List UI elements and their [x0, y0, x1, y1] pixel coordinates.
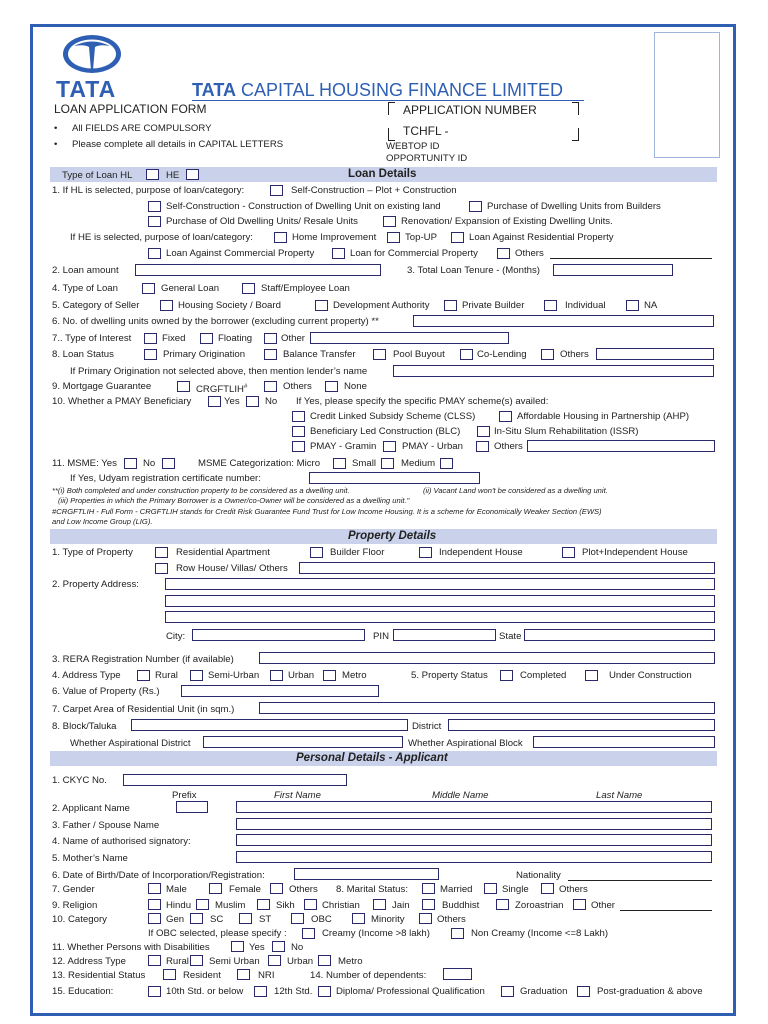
he-checkbox[interactable] — [186, 169, 199, 180]
diploma-label: Diploma/ Professional Qualification — [336, 986, 485, 997]
none-label: None — [344, 381, 367, 392]
lap-commercial-label: Loan Against Commercial Property — [166, 248, 315, 259]
old-units-label: Purchase of Old Dwelling Units/ Resale Units — [166, 216, 358, 227]
diploma-checkbox[interactable] — [318, 986, 331, 997]
first-name-heading: First Name — [274, 790, 321, 801]
disabilities-label: 11. Whether Persons with Disabilities — [52, 942, 210, 953]
existing-land-label: Self-Construction - Construction of Dwelling Unit on existing land — [166, 201, 441, 212]
builder-floor-label: Builder Floor — [330, 547, 385, 558]
disability-no-checkbox[interactable] — [272, 941, 285, 952]
mother-name-label: 5. Mother’s Name — [52, 853, 128, 864]
colending-label: Co-Lending — [477, 349, 527, 360]
married-checkbox[interactable] — [422, 883, 435, 894]
society-label: Housing Society / Board — [178, 300, 281, 311]
pin-label: PIN — [373, 631, 389, 642]
pmay-yes-label: Yes — [224, 396, 240, 407]
pin-field[interactable] — [393, 629, 496, 641]
father-spouse-field[interactable] — [236, 818, 712, 830]
note-4: and Low Income Group (LIG). — [52, 517, 153, 526]
religion-other-label: Other — [591, 900, 615, 911]
pool-buyout-checkbox[interactable] — [373, 349, 386, 360]
mg-others-checkbox[interactable] — [264, 381, 277, 392]
company-name: TATA CAPITAL HOUSING FINANCE LIMITED — [192, 80, 564, 100]
personal-details-band: Personal Details - Applicant — [50, 751, 717, 766]
fixed-checkbox[interactable] — [144, 333, 157, 344]
marital-status-label: 8. Marital Status: — [336, 884, 408, 895]
pmay-others-checkbox[interactable] — [476, 441, 489, 452]
mortgage-guarantee-label: 9. Mortgage Guarantee — [52, 381, 152, 392]
applicant-semi-urban-checkbox[interactable] — [190, 955, 203, 966]
topup-label: Top-UP — [405, 232, 437, 243]
post-graduation-label: Post-graduation & above — [597, 986, 703, 997]
note-1: **(i) Both completed and under construction property to be considered as a dwelling unit. — [52, 486, 350, 495]
applicant-name-field[interactable] — [236, 801, 712, 813]
staff-loan-checkbox[interactable] — [242, 283, 255, 294]
12th-label: 12th Std. — [274, 986, 313, 997]
graduation-checkbox[interactable] — [501, 986, 514, 997]
property-address-label: 2. Property Address: — [52, 579, 139, 590]
nri-checkbox[interactable] — [237, 969, 250, 980]
issr-checkbox[interactable] — [477, 426, 490, 437]
religion-label: 9. Religion — [52, 900, 98, 911]
disability-no-label: No — [291, 942, 304, 953]
education-label: 15. Education: — [52, 986, 114, 997]
blc-label: Beneficiary Led Construction (BLC) — [310, 426, 461, 437]
other-interest-field[interactable] — [310, 332, 509, 344]
webtop-id-label: WEBTOP ID — [386, 141, 440, 152]
lap-residential-checkbox[interactable] — [451, 232, 464, 243]
state-field[interactable] — [524, 629, 715, 641]
hl-checkbox[interactable] — [146, 169, 159, 180]
gender-label: 7. Gender — [52, 884, 95, 895]
small-label: Small — [352, 458, 376, 469]
msme-no-label: No — [143, 458, 156, 469]
msme-label: 11. MSME: Yes — [52, 458, 117, 469]
gen-checkbox[interactable] — [148, 913, 161, 924]
dev-authority-label: Development Authority — [333, 300, 430, 311]
ckyc-label: 1. CKYC No. — [52, 775, 107, 786]
non-creamy-label: Non Creamy (Income <=8 Lakh) — [471, 928, 609, 939]
address-line-1[interactable] — [165, 578, 715, 590]
general-loan-checkbox[interactable] — [142, 283, 155, 294]
individual-label: Individual — [565, 300, 606, 311]
none-checkbox[interactable] — [325, 381, 338, 392]
seller-category-label: 5. Category of Seller — [52, 300, 140, 311]
fixed-label: Fixed — [162, 333, 186, 344]
pmay-no-label: No — [265, 396, 278, 407]
res-apartment-label: Residential Apartment — [176, 547, 270, 558]
plot-construction-label: Self-Construction – Plot + Construction — [291, 185, 457, 196]
address-line-3[interactable] — [165, 611, 715, 623]
10th-label: 10th Std. or below — [166, 986, 244, 997]
carpet-area-label: 7. Carpet Area of Residential Unit (in sqm.) — [52, 704, 235, 715]
pmay-others-label: Others — [494, 441, 523, 452]
clss-checkbox[interactable] — [292, 411, 305, 422]
private-builder-checkbox[interactable] — [444, 300, 457, 311]
resident-label: Resident — [183, 970, 221, 981]
lender-name-field[interactable] — [393, 365, 714, 377]
society-checkbox[interactable] — [160, 300, 173, 311]
nationality-line[interactable] — [568, 880, 712, 881]
balance-transfer-checkbox[interactable] — [264, 349, 277, 360]
zoroastrian-label: Zoroastrian — [515, 900, 564, 911]
msme-categorization-label: MSME Categorization: Micro — [198, 458, 321, 469]
other-interest-checkbox[interactable] — [264, 333, 277, 344]
applicant-rural-label: Rural — [166, 956, 189, 967]
aspirational-block-label: Whether Aspirational Block — [408, 738, 523, 749]
sc-checkbox[interactable] — [190, 913, 203, 924]
obc-checkbox[interactable] — [291, 913, 304, 924]
rera-field[interactable] — [259, 652, 715, 664]
row-house-label: Row House/ Villas/ Others — [176, 563, 288, 574]
married-label: Married — [440, 884, 473, 895]
micro-checkbox[interactable] — [333, 458, 346, 469]
pmay-others-field[interactable] — [527, 440, 715, 452]
hindu-label: Hindu — [166, 900, 192, 911]
private-builder-label: Private Builder — [462, 300, 525, 311]
q1b-label: If HE is selected, purpose of loan/category: — [70, 232, 253, 243]
aspirational-block-field[interactable] — [533, 736, 715, 748]
pmay-scheme-label: If Yes, please specify the specific PMAY scheme(s) availed: — [296, 396, 549, 407]
address-line-2[interactable] — [165, 595, 715, 607]
post-graduation-checkbox[interactable] — [577, 986, 590, 997]
dwelling-units-field[interactable] — [413, 315, 714, 327]
middle-name-heading: Middle Name — [432, 790, 489, 801]
udyam-field[interactable] — [309, 472, 480, 484]
loan-status-others-field[interactable] — [596, 348, 714, 360]
clss-label: Credit Linked Subsidy Scheme (CLSS) — [310, 411, 476, 422]
lender-name-label: If Primary Origination not selected above, then mention lender’s name — [70, 366, 368, 377]
note-3: #CRGFTLIH - Full Form - CRGFTLIH stands for Credit Risk Guarantee Fund Trust for Low Income Housing. It is a scheme for Economically Weaker Section (EWS) — [52, 507, 602, 516]
loan-tenure-field[interactable] — [553, 264, 673, 276]
photo-box — [654, 32, 720, 158]
note-1b: (ii) Vacant Land won't be considered as a dwelling unit. — [423, 486, 608, 495]
udyam-label: If Yes, Udyam registration certificate number: — [70, 473, 261, 484]
blc-checkbox[interactable] — [292, 426, 305, 437]
independent-house-label: Independent House — [439, 547, 523, 558]
lap-commercial-checkbox[interactable] — [148, 248, 161, 259]
disability-yes-label: Yes — [249, 942, 265, 953]
christian-label: Christian — [322, 900, 360, 911]
individual-checkbox[interactable] — [544, 300, 557, 311]
block-taluka-label: 8. Block/Taluka — [52, 721, 117, 732]
loan-tenure-label: 3. Total Loan Tenure - (Months) — [407, 265, 540, 276]
na-label: NA — [644, 300, 658, 311]
male-label: Male — [166, 884, 187, 895]
dwelling-units-label: 6. No. of dwelling units owned by the borrower (excluding current property) ** — [52, 316, 379, 327]
female-checkbox[interactable] — [209, 883, 222, 894]
company-underline — [192, 100, 584, 101]
mg-others-label: Others — [283, 381, 312, 392]
pmay-no-checkbox[interactable] — [246, 396, 259, 407]
form-title: LOAN APPLICATION FORM — [54, 102, 207, 116]
prefix-field[interactable] — [176, 801, 208, 813]
ahp-label: Affordable Housing in Partnership (AHP) — [517, 411, 690, 422]
st-checkbox[interactable] — [239, 913, 252, 924]
builders-checkbox[interactable] — [469, 201, 482, 212]
builders-label: Purchase of Dwelling Units from Builders — [487, 201, 661, 212]
topup-checkbox[interactable] — [387, 232, 400, 243]
single-checkbox[interactable] — [484, 883, 497, 894]
independent-house-checkbox[interactable] — [419, 547, 432, 558]
male-checkbox[interactable] — [148, 883, 161, 894]
plot-house-label: Plot+Independent House — [582, 547, 688, 558]
renovation-checkbox[interactable] — [383, 216, 396, 227]
sc-label: SC — [210, 914, 224, 925]
existing-land-checkbox[interactable] — [148, 201, 161, 212]
issr-label: In-Situ Slum Rehabilitation (ISSR) — [494, 426, 639, 437]
dob-label: 6. Date of Birth/Date of Incorporation/Registration: — [52, 870, 265, 881]
lap-residential-label: Loan Against Residential Property — [469, 232, 614, 243]
plot-construction-checkbox[interactable] — [270, 185, 283, 196]
bullet-capital: Please complete all details in CAPITAL LETTERS — [72, 139, 284, 150]
balance-transfer-label: Balance Transfer — [283, 349, 356, 360]
rural-label: Rural — [155, 670, 178, 681]
prefix-heading: Prefix — [172, 790, 197, 801]
pmay-urban-checkbox[interactable] — [383, 441, 396, 452]
builder-floor-checkbox[interactable] — [310, 547, 323, 558]
nationality-label: Nationality — [516, 870, 561, 881]
home-improvement-checkbox[interactable] — [274, 232, 287, 243]
loan-status-others-label: Others — [560, 349, 589, 360]
graduation-label: Graduation — [520, 986, 568, 997]
applicant-metro-checkbox[interactable] — [318, 955, 331, 966]
muslim-label: Muslim — [215, 900, 246, 911]
rera-label: 3. RERA Registration Number (if available) — [52, 654, 234, 665]
application-number-label: APPLICATION NUMBER — [403, 103, 537, 117]
medium-checkbox[interactable] — [440, 458, 453, 469]
st-label: ST — [259, 914, 272, 925]
dependents-label: 14. Number of dependents: — [310, 970, 427, 981]
property-status-label: 5. Property Status — [411, 670, 488, 681]
other-interest-label: Other — [281, 333, 305, 344]
residential-status-label: 13. Residential Status — [52, 970, 146, 981]
colending-checkbox[interactable] — [460, 349, 473, 360]
aspirational-district-label: Whether Aspirational District — [70, 738, 191, 749]
renovation-label: Renovation/ Expansion of Existing Dwelling Units. — [401, 216, 613, 227]
applicant-name-label: 2. Applicant Name — [52, 803, 130, 814]
row-house-checkbox[interactable] — [155, 563, 168, 574]
he-others-checkbox[interactable] — [497, 248, 510, 259]
he-label: HE — [166, 170, 180, 181]
completed-checkbox[interactable] — [500, 670, 513, 681]
primary-origination-checkbox[interactable] — [144, 349, 157, 360]
urban-checkbox[interactable] — [270, 670, 283, 681]
under-construction-label: Under Construction — [609, 670, 692, 681]
resident-checkbox[interactable] — [163, 969, 176, 980]
gen-label: Gen — [166, 914, 185, 925]
loan-commercial-checkbox[interactable] — [332, 248, 345, 259]
buddhist-label: Buddhist — [442, 900, 480, 911]
loan-amount-label: 2. Loan amount — [52, 265, 119, 276]
tchfl-label: TCHFL - — [403, 124, 449, 138]
sikh-label: Sikh — [276, 900, 295, 911]
address-type-label: 4. Address Type — [52, 670, 121, 681]
ahp-checkbox[interactable] — [499, 411, 512, 422]
tata-logo-icon — [60, 32, 124, 76]
msme-yes-checkbox[interactable] — [124, 458, 137, 469]
category-others-checkbox[interactable] — [419, 913, 432, 924]
type-loan-label: 4. Type of Loan — [52, 283, 118, 294]
state-label: State — [499, 631, 522, 642]
semi-urban-checkbox[interactable] — [190, 670, 203, 681]
dev-authority-checkbox[interactable] — [315, 300, 328, 311]
res-apartment-checkbox[interactable] — [155, 547, 168, 558]
city-field[interactable] — [192, 629, 365, 641]
loan-details-band: Loan Details — [50, 167, 717, 182]
semi-urban-label: Semi-Urban — [208, 670, 260, 681]
row-house-field[interactable] — [299, 562, 715, 574]
he-others-label: Others — [515, 248, 544, 259]
minority-label: Minority — [371, 914, 405, 925]
msme-no-checkbox[interactable] — [162, 458, 175, 469]
property-value-field[interactable] — [181, 685, 379, 697]
type-of-loan-label: Type of Loan HL — [62, 170, 133, 181]
metro-label: Metro — [342, 670, 367, 681]
pool-buyout-label: Pool Buyout — [393, 349, 445, 360]
city-label: City: — [166, 631, 186, 642]
loan-commercial-label: Loan for Commercial Property — [350, 248, 478, 259]
obc-label: OBC — [311, 914, 332, 925]
logo-text: TATA — [56, 76, 117, 102]
female-label: Female — [229, 884, 261, 895]
father-spouse-label: 3. Father / Spouse Name — [52, 820, 160, 831]
aspirational-district-field[interactable] — [203, 736, 403, 748]
plot-house-checkbox[interactable] — [562, 547, 575, 558]
property-details-band: Property Details — [50, 529, 717, 544]
general-loan-label: General Loan — [161, 283, 220, 294]
religion-other-line[interactable] — [620, 910, 712, 911]
sikh-checkbox[interactable] — [257, 899, 270, 910]
carpet-area-field[interactable] — [259, 702, 715, 714]
applicant-rural-checkbox[interactable] — [148, 955, 161, 966]
he-others-line[interactable] — [550, 258, 712, 259]
floating-label: Floating — [218, 333, 253, 344]
q1-label: 1. If HL is selected, purpose of loan/category: — [52, 185, 245, 196]
zoroastrian-checkbox[interactable] — [496, 899, 509, 910]
na-checkbox[interactable] — [626, 300, 639, 311]
opportunity-id-label: OPPORTUNITY ID — [386, 153, 468, 164]
gramin-label: PMAY - Gramin — [310, 441, 377, 452]
medium-label: Medium — [401, 458, 436, 469]
floating-checkbox[interactable] — [200, 333, 213, 344]
note-2: (iii) Properties in which the Primary Borrower is a Owner/co-Owner will be considered as a dwelling unit." — [58, 496, 410, 505]
dob-field[interactable] — [294, 868, 439, 880]
interest-type-label: 7.. Type of Interest — [52, 333, 132, 344]
block-taluka-field[interactable] — [131, 719, 408, 731]
buddhist-checkbox[interactable] — [422, 899, 435, 910]
small-checkbox[interactable] — [381, 458, 394, 469]
jain-checkbox[interactable] — [373, 899, 386, 910]
creamy-checkbox[interactable] — [302, 928, 315, 939]
gender-others-checkbox[interactable] — [270, 883, 283, 894]
mother-name-field[interactable] — [236, 851, 712, 863]
nri-label: NRI — [258, 970, 275, 981]
jain-label: Jain — [392, 900, 410, 911]
ckyc-field[interactable] — [123, 774, 347, 786]
gender-others-label: Others — [289, 884, 318, 895]
12th-checkbox[interactable] — [254, 986, 267, 997]
under-construction-checkbox[interactable] — [585, 670, 598, 681]
obc-specify-label: If OBC selected, please specify : — [148, 928, 287, 939]
dependents-field[interactable] — [443, 968, 472, 980]
crgftlih-label: CRGFTLIH# — [196, 384, 248, 396]
marital-others-label: Others — [559, 884, 588, 895]
non-creamy-checkbox[interactable] — [451, 928, 464, 939]
christian-checkbox[interactable] — [304, 899, 317, 910]
authorised-signatory-label: 4. Name of authorised signatory: — [52, 836, 191, 847]
bullet-compulsory: All FIELDS ARE COMPULSORY — [72, 123, 212, 134]
gramin-checkbox[interactable] — [292, 441, 305, 452]
property-type-label: 1. Type of Property — [52, 547, 133, 558]
last-name-heading: Last Name — [596, 790, 643, 801]
metro-checkbox[interactable] — [323, 670, 336, 681]
urban-label: Urban — [288, 670, 315, 681]
applicant-urban-checkbox[interactable] — [268, 955, 281, 966]
10th-checkbox[interactable] — [148, 986, 161, 997]
minority-checkbox[interactable] — [352, 913, 365, 924]
completed-label: Completed — [520, 670, 567, 681]
staff-loan-label: Staff/Employee Loan — [261, 283, 350, 294]
pmay-yes-checkbox[interactable] — [208, 396, 221, 407]
disability-yes-checkbox[interactable] — [231, 941, 244, 952]
pmay-label: 10. Whether a PMAY Beneficiary — [52, 396, 192, 407]
religion-other-checkbox[interactable] — [573, 899, 586, 910]
crgftlih-checkbox[interactable] — [177, 381, 190, 392]
hindu-checkbox[interactable] — [148, 899, 161, 910]
category-others-label: Others — [437, 914, 466, 925]
district-label: District — [412, 721, 442, 732]
creamy-label: Creamy (Income >8 lakh) — [322, 928, 430, 939]
loan-status-label: 8. Loan Status — [52, 349, 114, 360]
marital-others-checkbox[interactable] — [541, 883, 554, 894]
applicant-address-type-label: 12. Address Type — [52, 956, 126, 967]
applicant-metro-label: Metro — [338, 956, 363, 967]
primary-origination-label: Primary Origination — [163, 349, 246, 360]
property-value-label: 6. Value of Property (Rs.) — [52, 686, 160, 697]
muslim-checkbox[interactable] — [196, 899, 209, 910]
loan-amount-field[interactable] — [135, 264, 381, 276]
single-label: Single — [502, 884, 529, 895]
applicant-urban-label: Urban — [287, 956, 314, 967]
applicant-semi-urban-label: Semi Urban — [209, 956, 260, 967]
category-label: 10. Category — [52, 914, 107, 925]
rural-checkbox[interactable] — [137, 670, 150, 681]
pmay-urban-label: PMAY - Urban — [402, 441, 463, 452]
old-units-checkbox[interactable] — [148, 216, 161, 227]
loan-status-others-checkbox[interactable] — [541, 349, 554, 360]
home-improvement-label: Home Improvement — [292, 232, 377, 243]
district-field[interactable] — [448, 719, 715, 731]
authorised-signatory-field[interactable] — [236, 834, 712, 846]
